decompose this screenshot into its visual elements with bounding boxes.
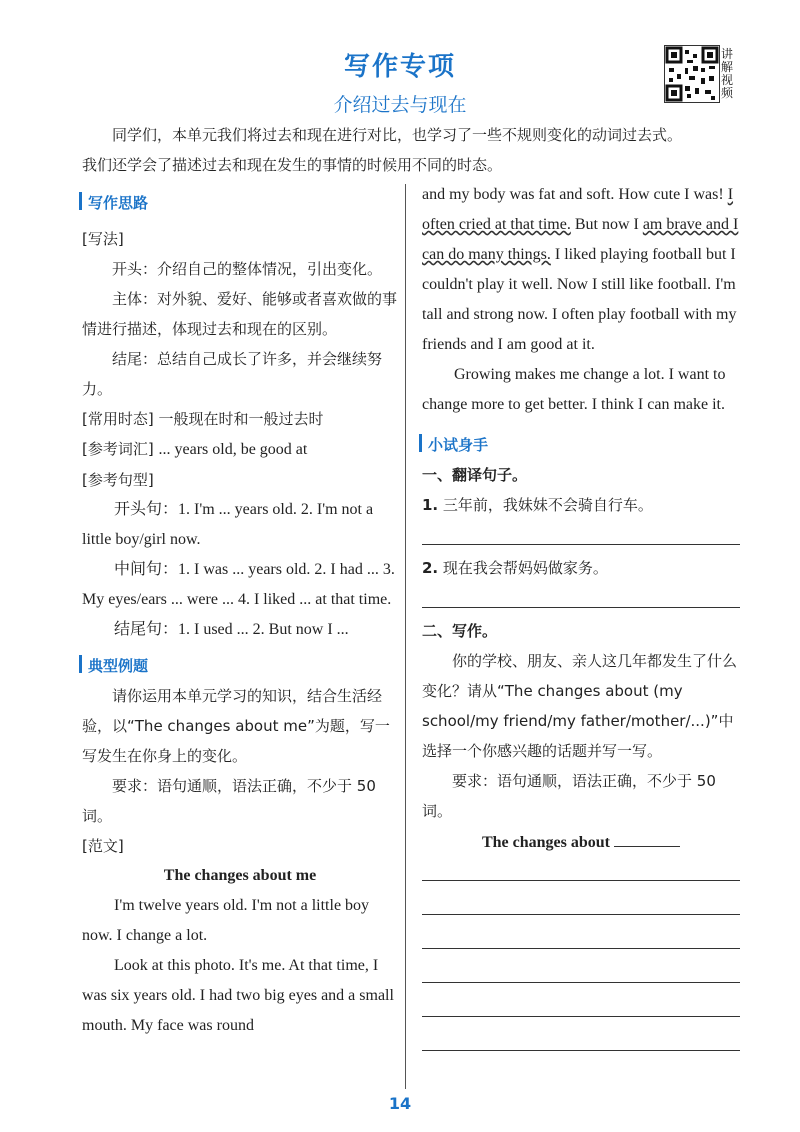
question-2-answer-line[interactable] <box>422 607 740 608</box>
part-one-heading: 一、翻译句子。 <box>422 466 528 484</box>
qr-code-label: 讲解视频 <box>721 47 734 100</box>
page-subtitle: 介绍过去与现在 <box>333 94 467 116</box>
writing-line-2[interactable] <box>422 914 740 915</box>
sentence-opening: 开头句：1. I'm ... years old. 2. I'm not a little boy/girl now. <box>82 501 374 548</box>
page-number: 14 <box>388 1094 412 1113</box>
ending-tip: 结尾：总结自己成长了许多，并会继续努力。 <box>82 350 383 398</box>
writing-line-1[interactable] <box>422 880 740 881</box>
sample-essay-paragraph-2: Look at this photo. It's me. At that time, I was six years old. I had two big eyes and a small mouth. My face was round <box>82 957 394 1034</box>
writing-task: 你的学校、朋友、亲人这几年都发生了什么变化？请从“The changes about (my school/my friend/my father/mother/...)”中选择一个你感兴趣的话题并写一写。 <box>422 652 738 760</box>
page-title: 写作专项 <box>343 52 456 82</box>
writing-line-5[interactable] <box>422 1016 740 1017</box>
question-2-number: 2. <box>422 559 439 577</box>
writing-requirement: 要求：语句通顺，语法正确，不少于 50 词。 <box>422 772 716 820</box>
example-task: 请你运用本单元学习的知识，结合生活经验，以“The changes about me”为题，写一写发生在你身上的变化。 <box>82 687 390 765</box>
writing-title: The changes about <box>481 834 611 851</box>
tense-label: [常用时态] <box>82 410 154 428</box>
sample-essay-paragraph-3: Growing makes me change a lot. I want to change more to get better. I think I can make it. <box>422 366 726 413</box>
part-two-heading: 二、写作。 <box>422 622 498 640</box>
sentence-middle: 中间句：1. I was ... years old. 2. I had ... 3. My eyes/ears ... were ... 4. I liked ... at that time. <box>82 561 395 608</box>
sample-essay-paragraph-1: I'm twelve years old. I'm not a little boy now. I change a lot. <box>82 897 370 944</box>
writing-line-3[interactable] <box>422 948 740 949</box>
left-column <box>82 188 398 1041</box>
qr-code-icon[interactable] <box>664 45 720 103</box>
writing-title-blank[interactable] <box>614 846 680 847</box>
writing-line-4[interactable] <box>422 982 740 983</box>
essay-underlined-2: am brave and I can do many things. <box>422 216 739 263</box>
question-1-number: 1. <box>422 496 439 514</box>
question-1-answer-line[interactable] <box>422 544 740 545</box>
section-heading-example: 典型例题 <box>82 651 148 681</box>
tense-value: 一般现在时和一般过去时 <box>158 410 324 428</box>
intro-line-2: 我们还学会了描述过去和现在发生的事情的时候用不同的时态。 <box>82 156 503 174</box>
essay-continuation-mid: But now I <box>574 216 639 233</box>
writing-line-6[interactable] <box>422 1050 740 1051</box>
sentence-ending: 结尾句：1. I used ... 2. But now I ... <box>114 621 349 638</box>
intro-line-1: 同学们，本单元我们将过去和现在进行对比，也学习了一些不规则变化的动词过去式。 <box>112 126 683 144</box>
vocab-value: ... years old, be good at <box>158 441 308 458</box>
sentence-pattern-label: [参考句型] <box>82 471 154 489</box>
essay-continuation-1: and my body was fat and soft. How cute I was! <box>422 186 724 203</box>
vocab-label: [参考词汇] <box>82 440 154 458</box>
writing-method-label: [写法] <box>82 230 124 248</box>
essay-underlined-1: I often cried at that time. <box>422 186 734 233</box>
essay-continuation-2: I liked playing football but I couldn't play it well. Now I still like football. I'm tall and strong now. I often play football with my friends and I am good at it. <box>422 246 737 353</box>
opening-tip: 开头：介绍自己的整体情况，引出变化。 <box>112 260 383 278</box>
body-tip: 主体：对外貌、爱好、能够或者喜欢做的事情进行描述，体现过去和现在的区别。 <box>82 290 398 338</box>
sample-essay-label: [范文] <box>82 837 124 855</box>
example-requirement: 要求：语句通顺，语法正确，不少于 50 词。 <box>82 777 376 825</box>
right-column <box>422 180 740 1051</box>
sample-essay-title: The changes about me <box>163 867 317 884</box>
question-2-text: 现在我会帮妈妈做家务。 <box>442 559 608 577</box>
question-1-text: 三年前，我妹妹不会骑自行车。 <box>442 496 653 514</box>
section-heading-writing-ideas: 写作思路 <box>82 188 148 218</box>
section-heading-practice: 小试身手 <box>422 430 488 460</box>
column-divider <box>405 184 406 1089</box>
